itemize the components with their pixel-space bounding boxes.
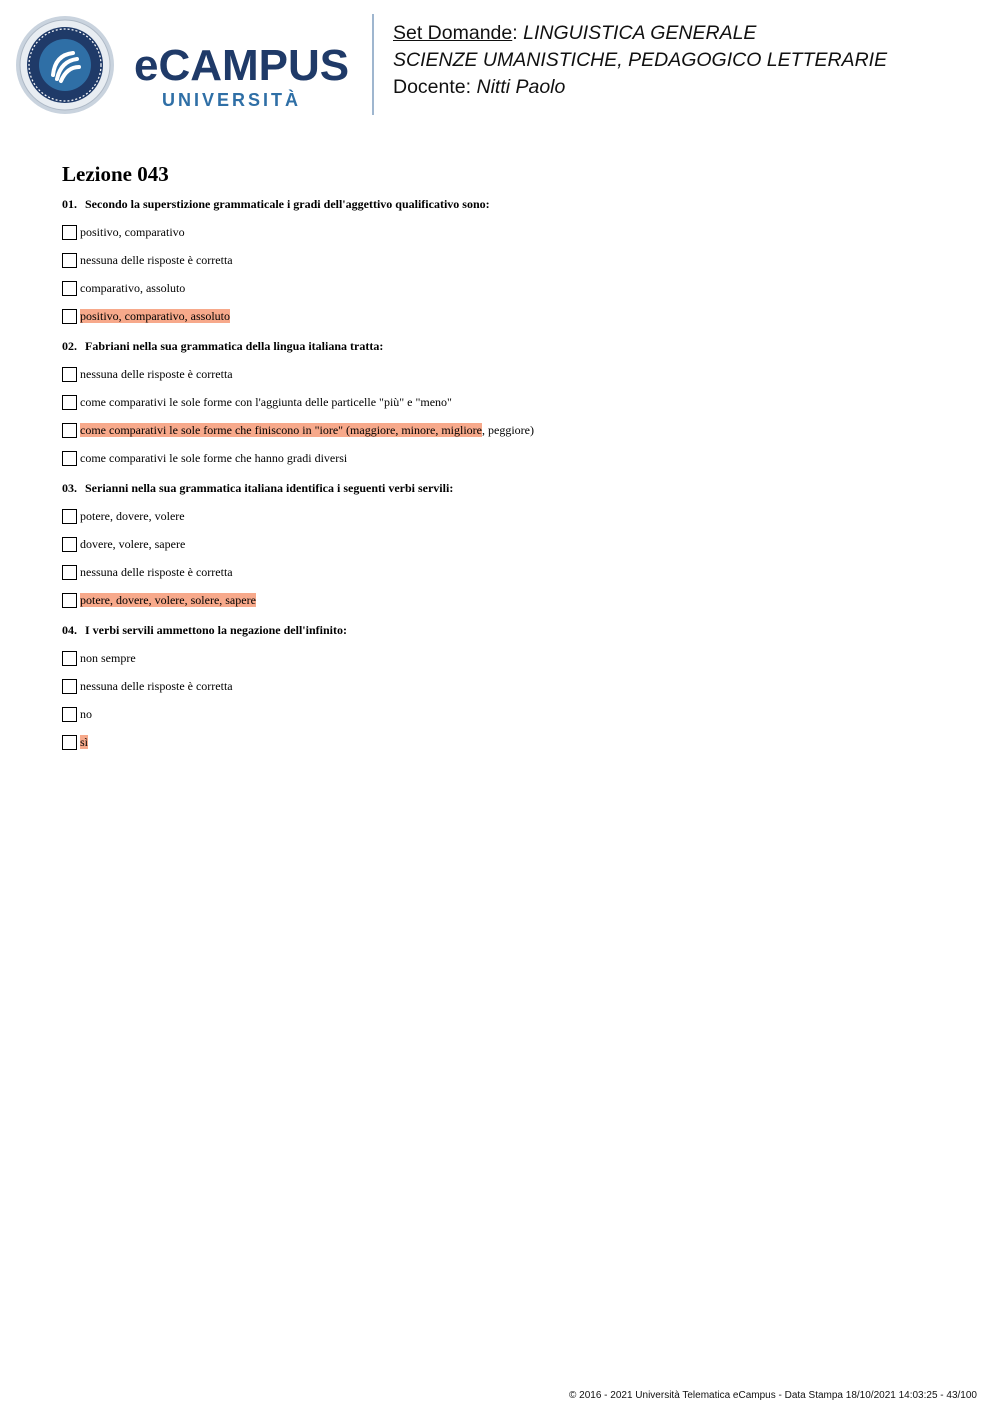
question-01 — [62, 196, 942, 324]
option-label — [80, 591, 256, 609]
answer-checkbox[interactable] — [62, 565, 77, 580]
option-label — [80, 307, 230, 325]
option-label — [80, 279, 185, 297]
option-text: come comparativi le sole forme con l'aggiunta delle particelle "più" e "meno" — [80, 395, 452, 409]
answer-option[interactable] — [62, 734, 942, 750]
answer-option[interactable] — [62, 650, 942, 666]
answer-option[interactable] — [62, 678, 942, 694]
answer-checkbox[interactable] — [62, 225, 77, 240]
option-text: comparativo, assoluto — [80, 281, 186, 295]
question-prompt: Secondo la superstizione grammaticale i gradi dell'aggettivo qualificativo sono: — [85, 197, 490, 211]
option-text: nessuna delle risposte è corretta — [80, 679, 233, 693]
question-03 — [62, 480, 942, 608]
answer-option[interactable] — [62, 394, 942, 410]
option-text: no — [80, 707, 92, 721]
question-04 — [62, 622, 942, 750]
option-label — [80, 421, 534, 439]
option-text: potere, dovere, volere — [80, 509, 185, 523]
option-label — [80, 365, 233, 383]
correct-highlight: positivo, comparativo, assoluto — [80, 309, 230, 323]
answer-option[interactable] — [62, 536, 942, 552]
lesson-title: Lezione 043 — [62, 162, 169, 186]
answer-checkbox[interactable] — [62, 707, 77, 722]
option-text: nessuna delle risposte è corretta — [80, 253, 233, 267]
option-text: come comparativi le sole forme che hanno gradi diversi — [80, 451, 348, 465]
question-text — [62, 196, 942, 212]
answer-option[interactable] — [62, 564, 942, 580]
answer-option[interactable] — [62, 706, 942, 722]
set-label: Set Domande — [393, 22, 513, 44]
answer-option[interactable] — [62, 308, 942, 324]
answer-option[interactable] — [62, 224, 942, 240]
wordmark-sub: UNIVERSITÀ — [162, 90, 302, 110]
option-label — [80, 449, 347, 467]
docente-label: Docente: — [393, 76, 472, 98]
answer-option[interactable] — [62, 280, 942, 296]
answer-checkbox[interactable] — [62, 253, 77, 268]
option-text: nessuna delle risposte è corretta — [80, 367, 233, 381]
question-number: 04. — [62, 623, 77, 637]
correct-highlight: potere, dovere, volere, solere, sapere — [80, 593, 256, 607]
docente-name: Nitti Paolo — [476, 76, 566, 98]
answer-checkbox[interactable] — [62, 537, 77, 552]
answer-option[interactable] — [62, 592, 942, 608]
question-set — [62, 160, 942, 764]
faculty-name: SCIENZE UMANISTICHE, PEDAGOGICO LETTERARIE — [393, 49, 888, 71]
answer-checkbox[interactable] — [62, 395, 77, 410]
ecampus-seal-logo — [15, 15, 115, 115]
answer-option[interactable] — [62, 366, 942, 382]
answer-checkbox[interactable] — [62, 423, 77, 438]
answer-checkbox[interactable] — [62, 593, 77, 608]
option-label — [80, 535, 185, 553]
option-label — [80, 507, 185, 525]
option-text: , peggiore) — [482, 423, 534, 437]
question-02 — [62, 338, 942, 466]
option-text: dovere, volere, sapere — [80, 537, 186, 551]
answer-checkbox[interactable] — [62, 281, 77, 296]
option-label — [80, 733, 88, 751]
page-footer: © 2016 - 2021 Università Telematica eCampus - Data Stampa 18/10/2021 14:03:25 - 43/100 — [569, 1390, 977, 1401]
answer-checkbox[interactable] — [62, 735, 77, 750]
answer-checkbox[interactable] — [62, 679, 77, 694]
course-name: LINGUISTICA GENERALE — [523, 22, 757, 44]
answer-option[interactable] — [62, 450, 942, 466]
option-text: nessuna delle risposte è corretta — [80, 565, 233, 579]
answer-checkbox[interactable] — [62, 451, 77, 466]
option-text: non sempre — [80, 651, 136, 665]
question-number: 03. — [62, 481, 77, 495]
question-text — [62, 622, 942, 638]
option-text: positivo, comparativo — [80, 225, 185, 239]
option-label — [80, 563, 233, 581]
answer-checkbox[interactable] — [62, 309, 77, 324]
option-label — [80, 705, 92, 723]
answer-option[interactable] — [62, 422, 942, 438]
option-label — [80, 677, 233, 695]
question-prompt: Serianni nella sua grammatica italiana identifica i seguenti verbi servili: — [85, 481, 454, 495]
question-number: 01. — [62, 197, 77, 211]
question-prompt: I verbi servili ammettono la negazione dell'infinito: — [85, 623, 347, 637]
correct-highlight: sì — [80, 735, 89, 749]
header-divider — [372, 14, 374, 115]
answer-option[interactable] — [62, 508, 942, 524]
question-text — [62, 480, 942, 496]
option-label — [80, 223, 185, 241]
answer-option[interactable] — [62, 252, 942, 268]
answer-checkbox[interactable] — [62, 651, 77, 666]
option-label — [80, 251, 233, 269]
course-line: Set Domande: LINGUISTICA GENERALE — [393, 22, 757, 44]
course-header — [393, 20, 887, 101]
option-label — [80, 649, 136, 667]
question-number: 02. — [62, 339, 77, 353]
answer-checkbox[interactable] — [62, 367, 77, 382]
correct-highlight: come comparativi le sole forme che finiscono in "iore" (maggiore, minore, migliore — [80, 423, 482, 437]
option-label — [80, 393, 452, 411]
question-text — [62, 338, 942, 354]
ecampus-wordmark — [134, 40, 356, 112]
docente-line — [393, 74, 887, 101]
wordmark-main: eCAMPUS — [134, 41, 350, 90]
question-prompt: Fabriani nella sua grammatica della lingua italiana tratta: — [85, 339, 384, 353]
answer-checkbox[interactable] — [62, 509, 77, 524]
